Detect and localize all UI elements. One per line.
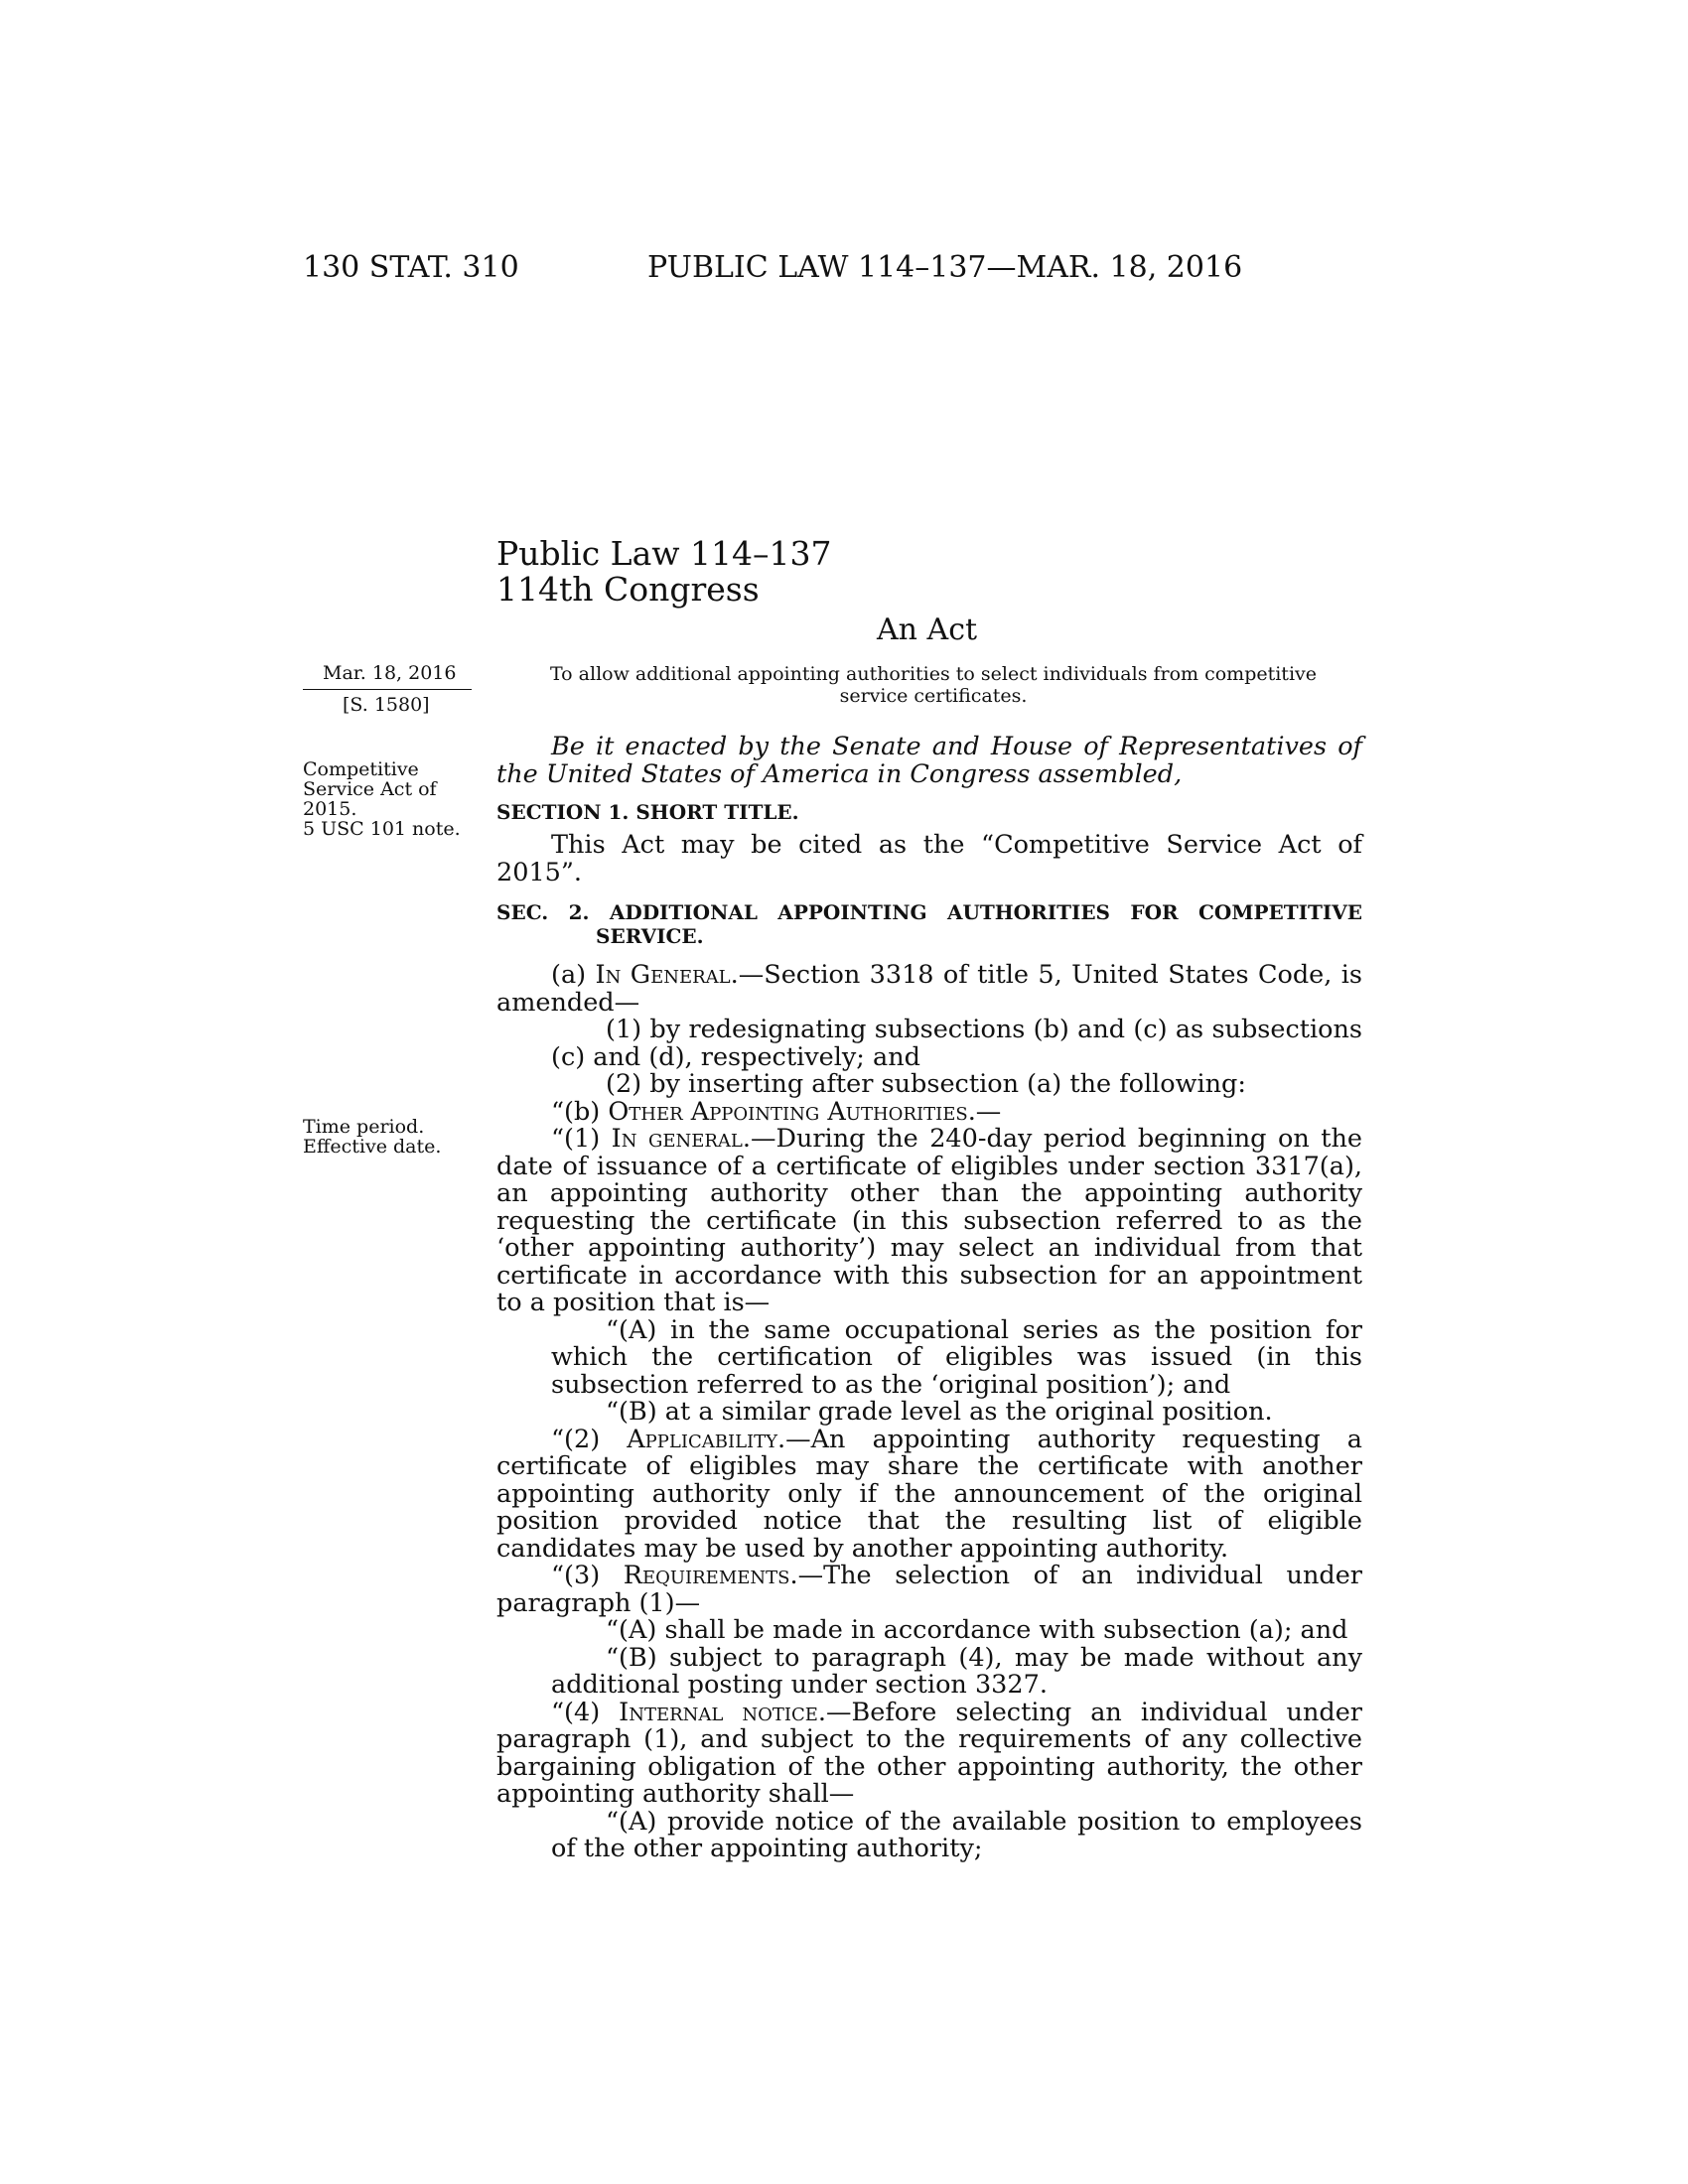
margin-note-line: Competitive	[303, 758, 419, 780]
paragraph-1-B: “(B) at a similar grade level as the original position.	[606, 1397, 1273, 1427]
paragraph-3-B: “(B) subject to paragraph (4), may be made without any additional posting under section 3327.	[551, 1642, 1362, 1700]
section-1-text: This Act may be cited as the “Competitive Service Act of 2015”.	[496, 830, 1362, 887]
margin-note-line: 5 USC 101 note.	[303, 818, 461, 840]
act-body	[496, 734, 1362, 1863]
margin-note-short-title	[303, 759, 461, 839]
paragraph-1-text: .—During the 240-day period beginning on the date of issuance of a certificate of eligibles under section 3317(a), an appointing authority other than the appointing authority requesting the certificate (in this subsection referred to as the ‘other appointing authority’) may select an individual from that certificate in accordance with this subsection for an appointment to a position that is—	[496, 1124, 1363, 1317]
section-1-heading: SECTION 1. SHORT TITLE.	[496, 800, 799, 824]
subsection-a-label: (a)	[551, 960, 596, 990]
margin-note-time-period	[303, 1117, 441, 1157]
amendment-1: (1) by redesignating subsections (b) and (c) as subsections (c) and (d), respectively; and	[551, 1015, 1362, 1072]
paragraph-1-A: “(A) in the same occupational series as the position for which the certification of eligibles was issued (in this subsection referred to as the ‘original position’); and	[551, 1314, 1362, 1400]
law-number: Public Law 114–137	[496, 534, 832, 573]
paragraph-3-text: .—The selection of an individual under paragraph (1)—	[496, 1561, 1362, 1618]
paragraph-3-label: “(3)	[551, 1561, 624, 1590]
margin-note-line: Effective date.	[303, 1136, 442, 1158]
paragraph-3	[496, 1563, 1362, 1617]
running-header-title: PUBLIC LAW 114–137—MAR. 18, 2016	[647, 250, 1243, 285]
page-stat-reference: 130 STAT. 310	[303, 250, 519, 285]
paragraph-4-heading: Internal notice	[619, 1697, 818, 1727]
amendment-2: (2) by inserting after subsection (a) the following:	[606, 1069, 1246, 1099]
paragraph-3-heading: Requirements	[623, 1561, 790, 1590]
paragraph-4-label: “(4)	[551, 1697, 620, 1727]
subsection-b-label: “(b)	[551, 1096, 609, 1127]
margin-note-line: 2015.	[303, 798, 357, 820]
congress-label: 114th Congress	[496, 570, 760, 609]
act-purpose: To allow additional appointing authorities to select individuals from competitive service certificates.	[549, 663, 1317, 707]
inserted-subsection-b	[496, 1096, 1362, 1127]
subsection-a-text: .—Section 3318 of title 5, United States Code, is amended—	[496, 960, 1362, 1018]
paragraph-2-text: .—An appointing authority requesting a certificate of eligibles may share the certificate with another appointing authority only if the announcement of the original position provided notice that the resulting list of eligible candidates may be used by another appointing authority.	[496, 1424, 1362, 1564]
subsection-b-heading: Other Appointing Authorities	[608, 1096, 968, 1127]
subsection-b-dash: .—	[967, 1096, 1002, 1127]
act-heading: An Act	[877, 613, 978, 647]
paragraph-1-label: “(1)	[551, 1124, 612, 1154]
margin-date: Mar. 18, 2016	[323, 662, 457, 684]
paragraph-2-label: “(2)	[551, 1424, 628, 1454]
paragraph-4	[496, 1697, 1362, 1809]
paragraph-2	[496, 1424, 1362, 1564]
enacting-clause: Be it enacted by the Senate and House of Representatives of the United States of America in Congress assembled,	[496, 732, 1362, 789]
section-2-heading: SEC. 2. ADDITIONAL APPOINTING AUTHORITIES FOR COMPETITIVE SERVICE.	[496, 900, 1362, 948]
margin-divider	[303, 689, 472, 690]
paragraph-1-heading: In general	[611, 1124, 743, 1154]
margin-bill-number: [S. 1580]	[343, 694, 430, 716]
paragraph-4-text: .—Before selecting an individual under paragraph (1), and subject to the requirements of any collective bargaining obligation of the other appointing authority, the other appointing authority shall—	[496, 1697, 1362, 1809]
margin-note-line: Time period.	[303, 1116, 425, 1138]
paragraph-4-A: “(A) provide notice of the available position to employees of the other appointing authority;	[551, 1806, 1362, 1863]
paragraph-2-heading: Applicability	[627, 1424, 778, 1454]
subsection-a	[496, 962, 1362, 1017]
margin-note-line: Service Act of	[303, 778, 437, 800]
paragraph-1	[496, 1126, 1362, 1317]
subsection-a-heading: In General	[595, 960, 731, 990]
paragraph-3-A: “(A) shall be made in accordance with subsection (a); and	[606, 1615, 1348, 1645]
